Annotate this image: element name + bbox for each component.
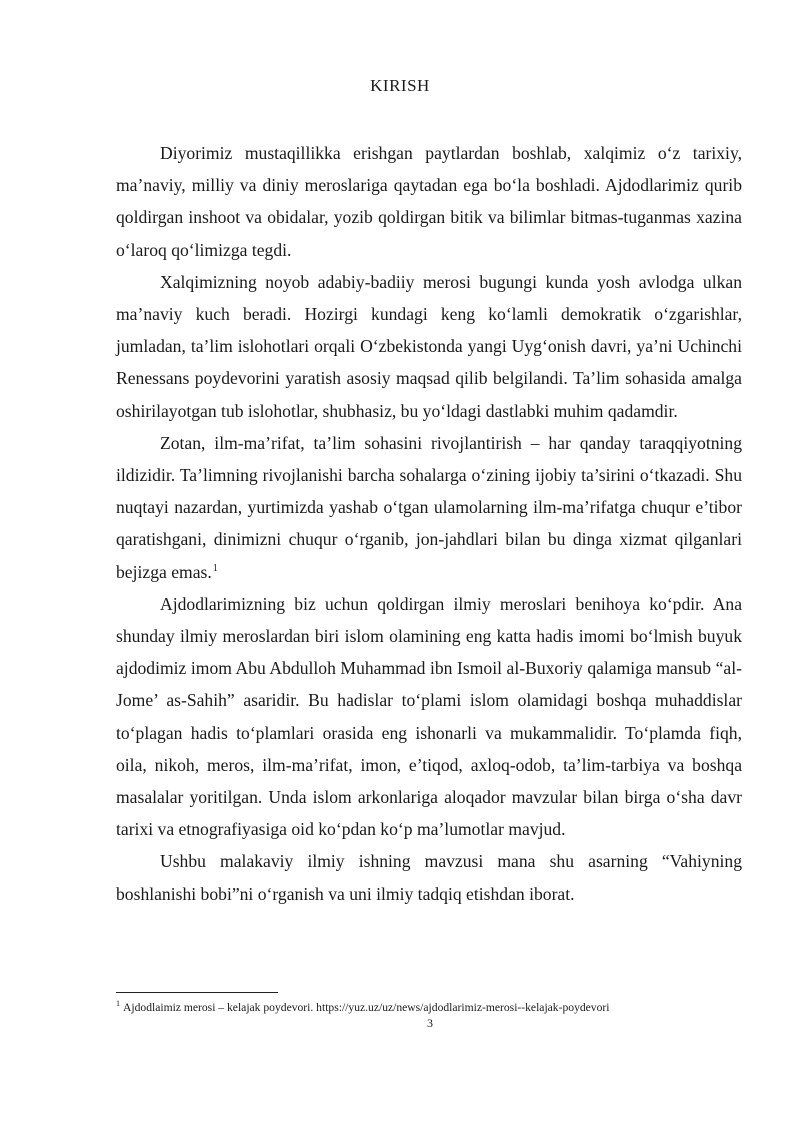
footnote-separator xyxy=(116,992,278,993)
section-heading: KIRISH xyxy=(370,76,430,95)
footnote xyxy=(116,1000,756,1015)
body-text xyxy=(116,137,742,910)
paragraph-4: Ajdodlarimizning biz uchun qoldirgan ilmiy meroslari benihoya ko‘pdir. Ana shunday ilmiy meroslardan biri islom olamining eng katta hadis imomi bo‘lmish buyuk ajdodimiz imom Abu Abdulloh Muhammad ibn Ismoil al-Buxoriy qalamiga mansub “al-Jome’ as-Sahih” asaridir. Bu hadislar to‘plami islom olamidagi boshqa muhaddislar to‘plagan hadis to‘plamlari orasida eng ishonarli va mukammalidir. To‘plamda fiqh, oila, nikoh, meros, ilm-ma’rifat, imon, e’tiqod, axloq-odob, ta’lim-tarbiya va boshqa masalalar yoritilgan. Unda islom arkonlariga aloqador mavzular bilan birga o‘sha davr tarixi va etnografiyasiga oid ko‘pdan ko‘p ma’lumotlar mavjud. xyxy=(116,593,742,840)
paragraph-1: Diyorimiz mustaqillikka erishgan paytlardan boshlab, xalqimiz o‘z tarixiy, ma’naviy, milliy va diniy meroslariga qaytadan ega bo‘la boshladi. Ajdodlarimiz qurib qoldirgan inshoot va obidalar, yozib qoldirgan bitik va bilimlar bitmas-tuganmas xazina o‘laroq qo‘limizga tegdi. xyxy=(116,143,742,260)
paragraph-3 xyxy=(116,427,742,588)
paragraph-2: Xalqimizning noyob adabiy-badiiy merosi bugungi kunda yosh avlodga ulkan ma’naviy kuch beradi. Hozirgi kundagi keng ko‘lamli demokratik o‘zgarishlar, jumladan, ta’lim islohotlari orqali O‘zbekistonda yangi Uyg‘onish davri, ya’ni Uchinchi Renessans poydevorini yaratish asosiy maqsad qilib belgilandi. Ta’lim sohasida amalga oshirilayotgan tub islohotlar, shubhasiz, bu yo‘ldagi dastlabki muhim qadamdir. xyxy=(116,271,742,421)
footnote-mark: 1 xyxy=(116,999,120,1009)
footnote-text: Ajdodlaimiz merosi – kelajak poydevori. https://yuz.uz/uz/news/ajdodlarimiz-merosi--kelajak-poydevori xyxy=(123,1001,610,1014)
page-number: 3 xyxy=(427,1016,433,1030)
footnote-reference[interactable]: 1 xyxy=(212,562,218,574)
paragraph-3-text: Zotan, ilm-ma’rifat, ta’lim sohasini rivojlantirish – har qanday taraqqiyotning ildizidir. Ta’limning rivojlanishi barcha sohalarga o‘zining ijobiy ta’sirini o‘tkazadi. Shu nuqtayi nazardan, yurtimizda yashab o‘tgan ulamolarning ilm-ma’rifatga chuqur e’tibor qaratishgani, dinimizni chuqur o‘rganib, jon-jahdlari bilan bu dinga xizmat qilganlari bejizga emas. xyxy=(116,432,742,582)
paragraph-5: Ushbu malakaviy ilmiy ishning mavzusi mana shu asarning “Vahiyning boshlanishi bobi”ni o‘rganish va uni ilmiy tadqiq etishdan iborat. xyxy=(116,851,742,904)
